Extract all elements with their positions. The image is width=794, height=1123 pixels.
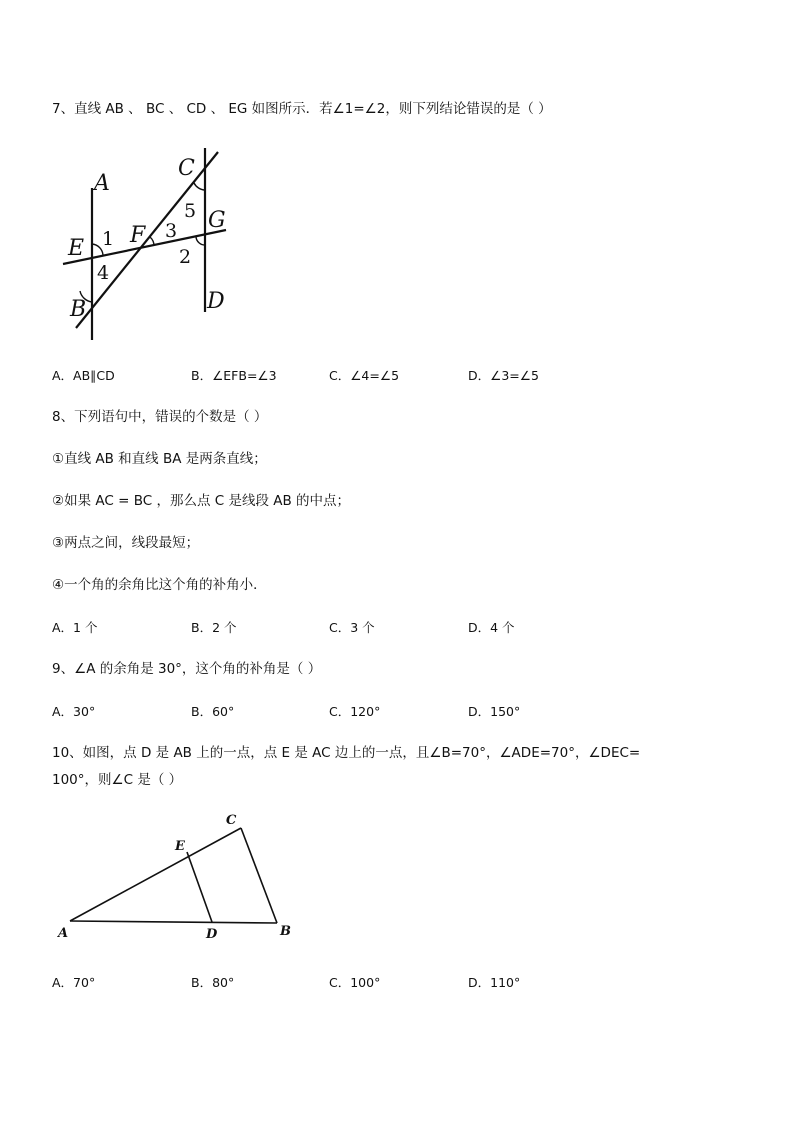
segment-ac [70,828,241,921]
q8-option-c: C．3 个 [329,620,375,635]
angle-2-arc [196,237,205,245]
label-g: G [208,208,226,233]
question-8-options [52,618,752,638]
q8-statement-2: ②如果 AC = BC ，那么点 C 是线段 AB 的中点； [52,493,351,509]
question-9-stem: 9、∠A 的余角是 30°，这个角的补角是（ ） [52,661,322,677]
label-angle-1: 1 [102,228,115,250]
q8-statement-4: ④一个角的余角比这个角的补角小． [52,577,267,593]
q10-option-b: B．80° [191,975,235,990]
q8-option-a: A．1 个 [52,620,98,635]
q8-option-d: D．4 个 [468,620,515,635]
question-10-options [52,973,752,993]
question-7-options [52,366,752,386]
q7-option-a: A．AB∥CD [52,368,115,383]
q9-option-c: C．120° [329,704,381,719]
label-d: D [206,927,218,942]
segment-de [187,852,212,922]
label-c: C [178,156,195,181]
question-10-figure [52,805,312,950]
q7-option-d: D．∠3=∠5 [468,368,539,383]
label-angle-2: 2 [179,246,192,268]
label-d: D [207,289,225,314]
question-8-stem: 8、下列语句中，错误的个数是（ ） [52,409,268,425]
label-angle-3: 3 [165,220,178,242]
label-b: B [70,297,87,322]
q10-option-c: C．100° [329,975,381,990]
q9-option-d: D．150° [468,704,521,719]
angle-5-arc [194,183,205,190]
label-e: E [175,839,185,854]
label-e: E [68,236,85,261]
q9-option-a: A．30° [52,704,96,719]
question-10-stem-line-2: 100°，则∠C 是（ ） [52,772,183,788]
segment-ab [70,921,277,923]
q9-option-b: B．60° [191,704,235,719]
label-angle-4: 4 [97,262,110,284]
question-7-stem: 7、直线 AB 、 BC 、 CD 、 EG 如图所示．若∠1=∠2，则下列结论错误的是（ ） [52,101,552,117]
segment-cb [241,828,277,923]
q10-option-a: A．70° [52,975,96,990]
label-angle-5: 5 [184,200,197,222]
question-10-stem-line-1: 10、如图，点 D 是 AB 上的一点，点 E 是 AC 边上的一点，且∠B=70°，∠ADE=70°，∠DEC= [52,745,641,761]
label-f: F [130,223,146,248]
q7-option-b: B．∠EFB=∠3 [191,368,277,383]
question-7-figure [58,140,238,350]
q7-option-c: C．∠4=∠5 [329,368,400,383]
q8-option-b: B．2 个 [191,620,237,635]
label-c: C [226,813,237,828]
q8-statement-1: ①直线 AB 和直线 BA 是两条直线； [52,451,267,467]
label-a: A [94,171,110,196]
question-9-options [52,702,752,722]
label-a: A [58,926,69,941]
q8-statement-3: ③两点之间，线段最短； [52,535,200,551]
q10-option-d: D．110° [468,975,521,990]
label-b: B [280,924,291,939]
